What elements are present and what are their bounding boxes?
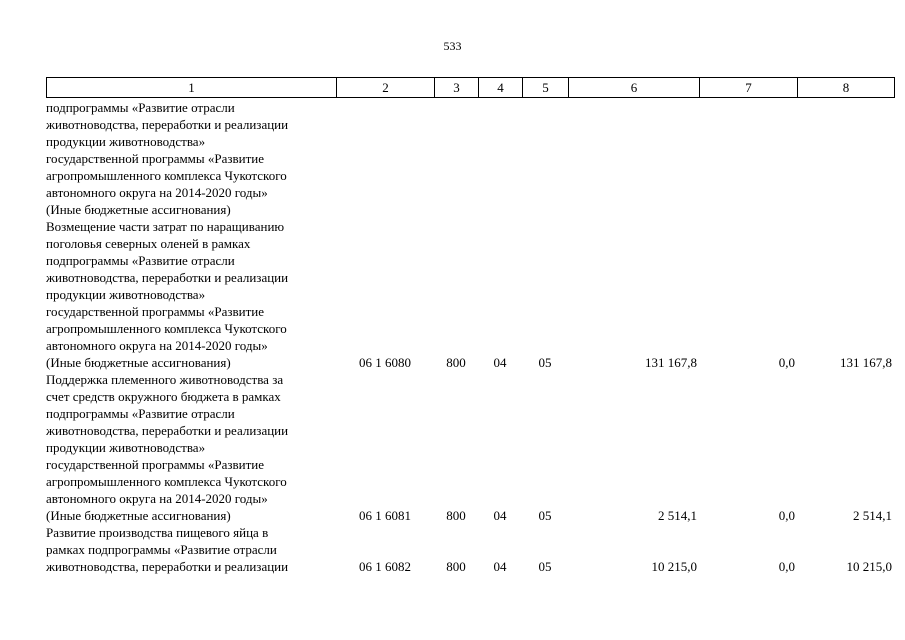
row-change: 0,0 — [778, 508, 795, 523]
column-header-table — [46, 77, 895, 98]
row-pr: 05 — [538, 508, 552, 523]
row-name: Возмещение части затрат по наращиванию поголовья северных оленей в рамках подпрограммы «Развитие отрасли животноводства, переработки и реализации продукции животноводства» государственной программы «Развитие агропромышленного комплекса Чукотского автономного округа на 2014-2020 годы» (Иные бюджетные ассигнования) — [46, 219, 289, 370]
row-total: 131 167,8 — [840, 355, 892, 370]
column-header-8: 8 — [798, 78, 895, 98]
row-total: 2 514,1 — [853, 508, 892, 523]
table-row — [46, 99, 894, 218]
row-change — [699, 99, 797, 218]
table-row — [46, 524, 894, 575]
row-rz: 04 — [493, 559, 507, 574]
row-sum — [568, 99, 699, 218]
row-rz — [478, 99, 522, 218]
column-header-1: 1 — [47, 78, 337, 98]
row-pr: 05 — [538, 355, 552, 370]
row-vr — [434, 99, 478, 218]
row-name: Развитие производства пищевого яйца в рамках подпрограммы «Развитие отрасли животноводства, переработки и реализации — [46, 525, 289, 574]
row-total: 10 215,0 — [846, 559, 892, 574]
row-sum: 131 167,8 — [645, 355, 697, 370]
row-change: 0,0 — [778, 559, 795, 574]
row-rz: 04 — [493, 355, 507, 370]
column-header-4: 4 — [479, 78, 523, 98]
row-sum: 10 215,0 — [651, 559, 697, 574]
table-row — [46, 218, 894, 371]
column-header-2: 2 — [337, 78, 435, 98]
column-header-7: 7 — [700, 78, 798, 98]
row-code — [336, 99, 434, 218]
column-header-5: 5 — [523, 78, 569, 98]
budget-table — [46, 99, 894, 575]
row-sum: 2 514,1 — [658, 508, 697, 523]
row-vr: 800 — [446, 355, 466, 370]
row-code: 06 1 6080 — [359, 355, 411, 370]
column-header-6: 6 — [569, 78, 700, 98]
row-vr: 800 — [446, 508, 466, 523]
row-code: 06 1 6081 — [359, 508, 411, 523]
column-header-3: 3 — [435, 78, 479, 98]
page-number: 533 — [443, 39, 462, 53]
row-pr — [522, 99, 568, 218]
row-vr: 800 — [446, 559, 466, 574]
column-header-row — [47, 78, 895, 98]
row-name: Поддержка племенного животноводства за счет средств окружного бюджета в рамках подпрограммы «Развитие отрасли животноводства, переработки и реализации продукции животноводства» государственной программы «Развитие агропромышленного комплекса Чукотского автономного округа на 2014-2020 годы» (Иные бюджетные ассигнования) — [46, 372, 289, 523]
row-pr: 05 — [538, 559, 552, 574]
row-total — [797, 99, 894, 218]
row-change: 0,0 — [778, 355, 795, 370]
table-row — [46, 371, 894, 524]
row-code: 06 1 6082 — [359, 559, 411, 574]
row-rz: 04 — [493, 508, 507, 523]
row-name: подпрограммы «Развитие отрасли животноводства, переработки и реализации продукции животноводства» государственной программы «Развитие агропромышленного комплекса Чукотского автономного округа на 2014-2020 годы» (Иные бюджетные ассигнования) — [46, 100, 289, 217]
